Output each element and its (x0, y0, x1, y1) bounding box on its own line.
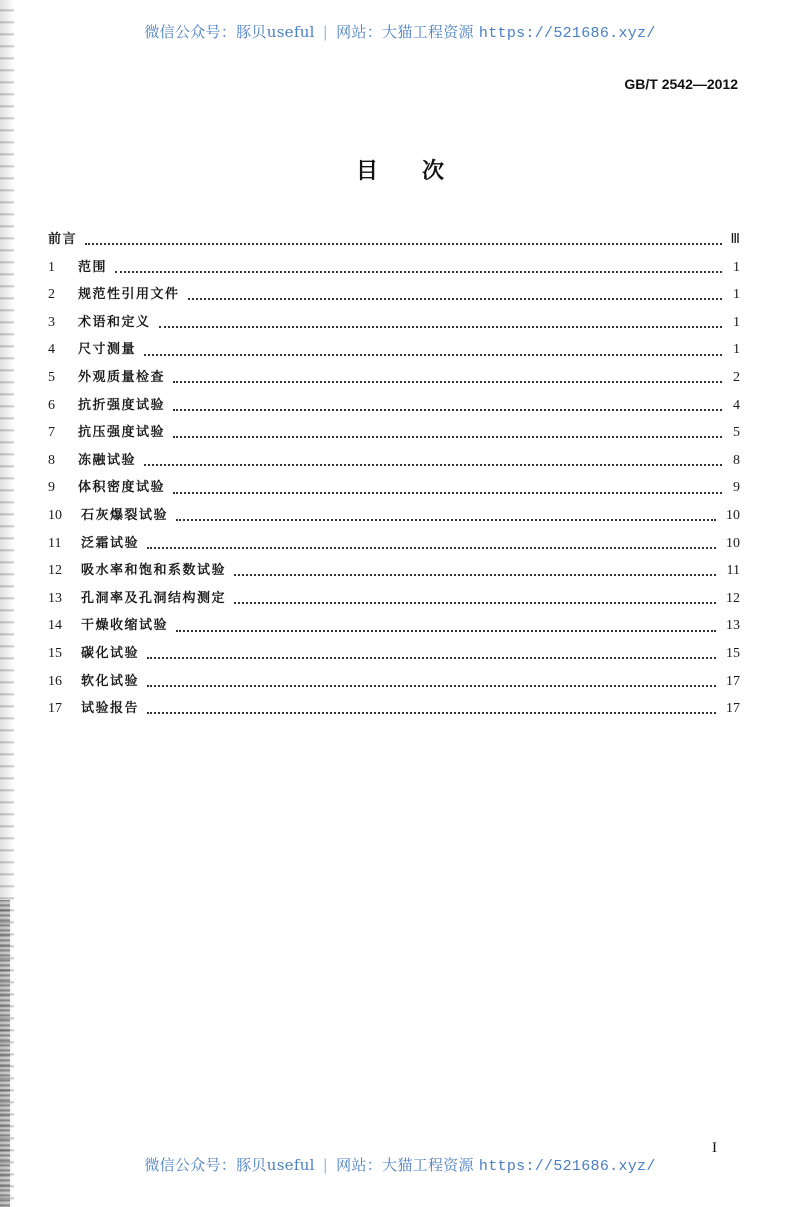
toc-entry-page: 9 (733, 480, 740, 496)
toc-entry[interactable] (48, 587, 740, 615)
toc-leader-dots (173, 380, 722, 383)
toc-leader-dots (85, 242, 722, 245)
toc-entry-page: 1 (733, 342, 740, 358)
watermark-separator: | (322, 1156, 329, 1174)
toc-entry-page: 17 (726, 673, 740, 689)
toc-entry[interactable] (48, 532, 740, 560)
toc-entry-number: 15 (48, 645, 62, 661)
toc-entry[interactable] (48, 449, 740, 477)
toc-leader-dots (176, 518, 716, 521)
table-of-contents (48, 228, 740, 725)
toc-entry-number: 17 (48, 701, 62, 717)
toc-entry-label: 碳化试验 (81, 645, 140, 661)
toc-entry-number: 10 (48, 507, 62, 523)
toc-entry[interactable] (48, 670, 740, 698)
toc-leader-dots (173, 435, 722, 438)
watermark-site: 网站：大猫工程资源 (336, 23, 474, 41)
toc-entry[interactable] (48, 642, 740, 670)
watermark-bottom (0, 1154, 800, 1175)
watermark-url[interactable]: https://521686.xyz/ (478, 25, 656, 42)
standard-code: GB/T 2542—2012 (624, 76, 738, 92)
toc-entry-label: 泛霜试验 (81, 535, 140, 551)
toc-entry-page: Ⅲ (730, 232, 740, 247)
toc-entry-page: 1 (733, 259, 740, 275)
toc-entry-number: 11 (48, 535, 62, 551)
toc-leader-dots (147, 711, 716, 714)
toc-entry[interactable] (48, 394, 740, 422)
toc-entry[interactable] (48, 338, 740, 366)
toc-entry-label: 软化试验 (81, 673, 140, 689)
page-title: 目次 (355, 159, 488, 184)
toc-entry-page: 12 (726, 590, 740, 606)
watermark-url[interactable]: https://521686.xyz/ (478, 1158, 656, 1175)
toc-entry-page: 13 (726, 618, 740, 634)
toc-leader-dots (234, 573, 716, 576)
toc-entry[interactable] (48, 614, 740, 642)
toc-entry-label: 吸水率和饱和系数试验 (81, 563, 227, 579)
toc-entry-label: 尺寸测量 (78, 342, 137, 358)
toc-entry-page: 4 (733, 397, 740, 413)
toc-entry[interactable] (48, 421, 740, 449)
toc-entry[interactable] (48, 476, 740, 504)
toc-entry-number: 6 (48, 397, 55, 413)
toc-entry-foreword[interactable] (48, 228, 740, 256)
toc-entry-label: 冻融试验 (78, 452, 137, 468)
toc-entry-label: 前言 (48, 232, 78, 247)
toc-entry-page: 11 (726, 563, 740, 579)
toc-entry[interactable] (48, 697, 740, 725)
toc-leader-dots (234, 601, 716, 604)
toc-entry-page: 17 (726, 701, 740, 717)
toc-entry-page: 1 (733, 287, 740, 303)
toc-entry-page: 2 (733, 369, 740, 385)
toc-entry-label: 体积密度试验 (78, 480, 166, 496)
toc-entry[interactable] (48, 559, 740, 587)
toc-leader-dots (173, 408, 722, 411)
toc-entry-number: 7 (48, 425, 55, 441)
toc-leader-dots (147, 546, 716, 549)
toc-entry-number: 16 (48, 673, 62, 689)
toc-entry-number: 12 (48, 563, 62, 579)
toc-entry-label: 抗压强度试验 (78, 425, 166, 441)
toc-entry-label: 范围 (78, 259, 108, 275)
toc-entry-number: 2 (48, 287, 55, 303)
toc-leader-dots (173, 491, 722, 494)
watermark-separator: | (322, 23, 329, 41)
toc-entry[interactable] (48, 283, 740, 311)
toc-leader-dots (144, 353, 722, 356)
toc-entry-page: 8 (733, 452, 740, 468)
toc-entry[interactable] (48, 504, 740, 532)
toc-entry-page: 15 (726, 645, 740, 661)
watermark-site: 网站：大猫工程资源 (336, 1156, 474, 1174)
toc-entry-label: 规范性引用文件 (78, 287, 180, 303)
toc-leader-dots (115, 270, 722, 273)
toc-entry-label: 石灰爆裂试验 (81, 507, 169, 523)
toc-entry-label: 术语和定义 (78, 314, 151, 330)
toc-leader-dots (159, 325, 722, 328)
toc-entry[interactable] (48, 366, 740, 394)
toc-leader-dots (144, 463, 722, 466)
toc-entry-label: 外观质量检查 (78, 369, 166, 385)
toc-leader-dots (176, 629, 716, 632)
toc-entry-label: 孔洞率及孔洞结构测定 (81, 590, 227, 606)
toc-entry-number: 9 (48, 480, 55, 496)
watermark-wechat: 微信公众号：豚贝useful (144, 1156, 315, 1174)
toc-leader-dots (147, 684, 716, 687)
toc-leader-dots (147, 656, 716, 659)
toc-entry-number: 8 (48, 452, 55, 468)
toc-entry-page: 10 (726, 535, 740, 551)
toc-entry-page: 5 (733, 425, 740, 441)
toc-entry-number: 3 (48, 314, 55, 330)
toc-entry-number: 1 (48, 259, 55, 275)
toc-leader-dots (188, 297, 722, 300)
toc-entry-number: 5 (48, 369, 55, 385)
watermark-wechat: 微信公众号：豚贝useful (144, 23, 315, 41)
toc-entry-number: 4 (48, 342, 55, 358)
toc-entry-label: 干燥收缩试验 (81, 618, 169, 634)
toc-entry-number: 13 (48, 590, 62, 606)
watermark-top (0, 21, 800, 42)
page-folio: I (712, 1140, 717, 1156)
toc-entry-page: 1 (733, 314, 740, 330)
toc-entry-page: 10 (726, 507, 740, 523)
toc-entry-label: 抗折强度试验 (78, 397, 166, 413)
toc-entry[interactable] (48, 311, 740, 339)
toc-entry-number: 14 (48, 618, 62, 634)
toc-entry-label: 试验报告 (81, 701, 140, 717)
toc-entry[interactable] (48, 256, 740, 284)
